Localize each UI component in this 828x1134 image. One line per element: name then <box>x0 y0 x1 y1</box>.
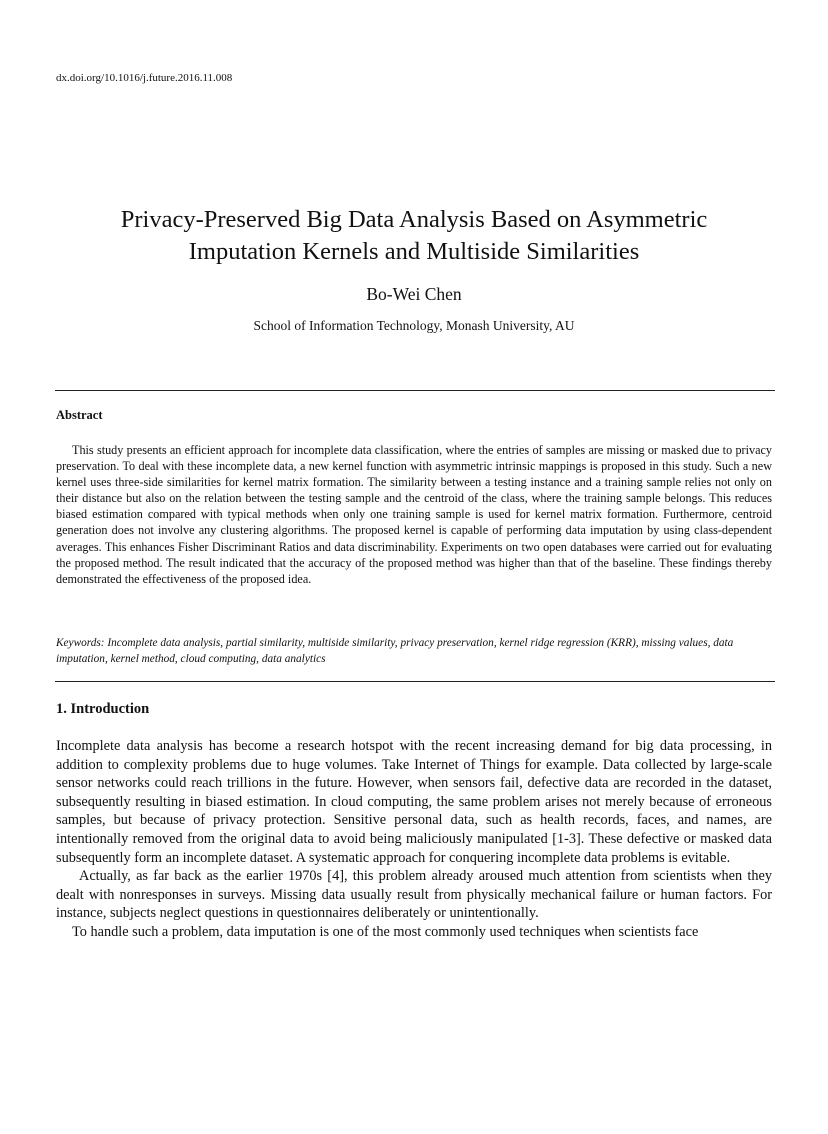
section-heading-introduction: 1. Introduction <box>56 701 150 717</box>
keywords: Keywords: Incomplete data analysis, partial similarity, multiside similarity, privacy preservation, kernel ridge regression (KRR), missing values, data imputation, kernel method, cloud computing, data analytics <box>56 637 734 665</box>
intro-paragraph-2: Actually, as far back as the earlier 1970s [4], this problem already aroused much attention from scientists when they dealt with nonresponses in surveys. Missing data usually result from physically mechanical failure or human factors. For instance, subjects neglect questions in questionnaires deliberately or unintentionally. <box>56 868 772 922</box>
introduction-body <box>56 737 772 942</box>
title-line-2: Imputation Kernels and Multiside Similarities <box>188 238 640 265</box>
abstract-heading: Abstract <box>56 408 103 422</box>
author-name: Bo-Wei Chen <box>366 284 462 304</box>
top-divider <box>55 390 775 391</box>
abstract-text: This study presents an efficient approach for incomplete data classification, where the entries of samples are missing or masked due to privacy preservation. To deal with these incomplete data, a new kernel function with asymmetric intrinsic mappings is proposed in this study. Such a new kernel uses three-side similarities for kernel matrix formation. The similarity between a testing instance and a training sample relies not only on their distance but also on the relation between the testing sample and the centroid of the class, where the training sample belongs. This reduces biased estimation compared with typical methods when only one training sample is used for kernel matrix formation. Furthermore, centroid generation does not involve any clustering algorithms. The proposed kernel is capable of performing data imputation by using class-dependent averages. This enhances Fisher Discriminant Ratios and data discriminability. Experiments on two open databases were carried out for evaluating the proposed method. The result indicated that the accuracy of the proposed method was higher than that of the baseline. These findings thereby demonstrated the effectiveness of the proposed idea. <box>56 443 772 586</box>
doi-text[interactable]: dx.doi.org/10.1016/j.future.2016.11.008 <box>56 72 233 84</box>
bottom-divider <box>55 681 775 682</box>
intro-paragraph-3: To handle such a problem, data imputation is one of the most commonly used techniques when scientists face <box>72 923 699 940</box>
title-line-1: Privacy-Preserved Big Data Analysis Based on Asymmetric <box>120 206 708 233</box>
paper-title <box>40 204 788 268</box>
intro-paragraph-1: Incomplete data analysis has become a research hotspot with the recent increasing demand for big data processing, in addition to complexity problems due to huge volumes. Take Internet of Things for example. Data collected by large-scale sensor networks could reach trillions in the future. However, when sensors fail, defective data are recorded in the dataset, subsequently resulting in biased estimation. In cloud computing, the same problem arises not merely because of erroneous samples, but because of privacy protection. Sensitive personal data, such as health records, faces, and names, are intentionally removed from the original data to avoid being maliciously manipulated [1-3]. These defective or masked data subsequently form an incomplete dataset. A systematic approach for conquering incomplete data problems is evitable. <box>56 738 772 866</box>
author-affiliation: School of Information Technology, Monash University, AU <box>253 318 575 333</box>
